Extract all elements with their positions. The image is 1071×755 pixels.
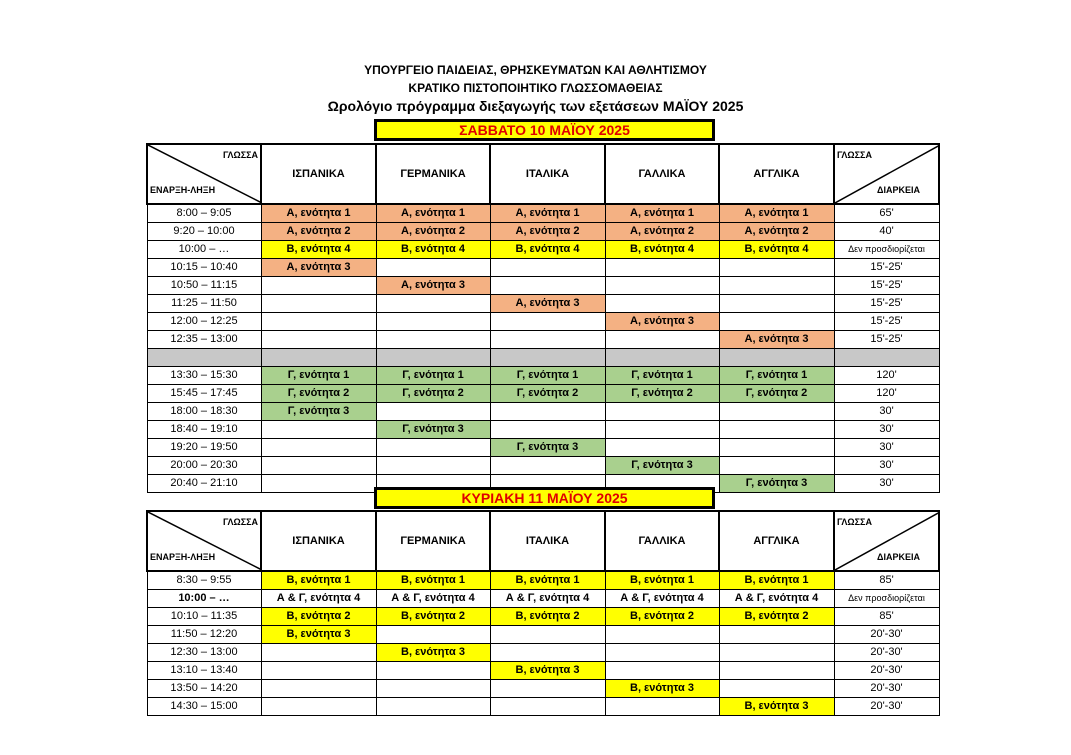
exam-cell: [376, 349, 490, 367]
exam-cell: Γ, ενότητα 2: [376, 385, 490, 403]
exam-cell: [605, 698, 719, 716]
duration-cell: 30': [834, 475, 939, 493]
duration-cell: 30': [834, 403, 939, 421]
exam-cell: Α, ενότητα 3: [605, 313, 719, 331]
table-row: [147, 698, 939, 716]
day-title-sunday: ΚΥΡΙΑΚΗ 11 ΜΑΪΟΥ 2025: [374, 487, 715, 509]
exam-cell: [605, 421, 719, 439]
duration-cell: 120': [834, 385, 939, 403]
exam-cell: Β, ενότητα 2: [261, 608, 376, 626]
table-row: [147, 295, 939, 313]
exam-cell: [261, 698, 376, 716]
language-header: ΙΤΑΛΙΚΑ: [490, 144, 605, 204]
duration-cell: 15'-25': [834, 295, 939, 313]
exam-cell: [719, 457, 834, 475]
exam-cell: Α, ενότητα 2: [605, 223, 719, 241]
exam-cell: Β, ενότητα 2: [719, 608, 834, 626]
exam-cell: Β, ενότητα 1: [719, 571, 834, 590]
duration-cell: 20'-30': [834, 662, 939, 680]
exam-cell: [719, 662, 834, 680]
duration-cell: 20'-30': [834, 644, 939, 662]
table-row: [147, 457, 939, 475]
time-cell: 9:20 – 10:00: [147, 223, 261, 241]
time-cell: 8:30 – 9:55: [147, 571, 261, 590]
table-row: [147, 223, 939, 241]
time-cell: 20:00 – 20:30: [147, 457, 261, 475]
exam-cell: [261, 644, 376, 662]
exam-cell: Γ, ενότητα 2: [605, 385, 719, 403]
exam-cell: Γ, ενότητα 3: [490, 439, 605, 457]
duration-cell: 65': [834, 204, 939, 223]
time-cell: 14:30 – 15:00: [147, 698, 261, 716]
exam-cell: Α, ενότητα 2: [719, 223, 834, 241]
table-row: [147, 331, 939, 349]
exam-cell: [605, 349, 719, 367]
exam-cell: [490, 680, 605, 698]
table-row: [147, 277, 939, 295]
program-heading: ΚΡΑΤΙΚΟ ΠΙΣΤΟΠΟΙΗΤΙΚΟ ΓΛΩΣΣΟΜΑΘΕΙΑΣ: [408, 81, 663, 95]
exam-cell: Α & Γ, ενότητα 4: [605, 590, 719, 608]
time-cell: 19:20 – 19:50: [147, 439, 261, 457]
language-label: ΓΛΩΣΣΑ: [223, 517, 258, 527]
exam-cell: Α, ενότητα 1: [490, 204, 605, 223]
exam-cell: [376, 698, 490, 716]
language-header: ΓΕΡΜΑΝΙΚΑ: [376, 511, 490, 571]
table-row: [147, 680, 939, 698]
time-cell: 8:00 – 9:05: [147, 204, 261, 223]
time-cell: 10:00 – …: [147, 241, 261, 259]
exam-cell: [490, 626, 605, 644]
exam-cell: [719, 680, 834, 698]
table-row: [147, 204, 939, 223]
exam-cell: Α, ενότητα 2: [261, 223, 376, 241]
exam-cell: Β, ενότητα 4: [490, 241, 605, 259]
exam-cell: [376, 662, 490, 680]
exam-cell: [490, 403, 605, 421]
duration-cell: Δεν προσδιορίζεται: [834, 241, 939, 259]
exam-cell: [719, 439, 834, 457]
duration-cell: 15'-25': [834, 331, 939, 349]
time-cell: 13:50 – 14:20: [147, 680, 261, 698]
exam-cell: [719, 644, 834, 662]
exam-cell: Α, ενότητα 3: [490, 295, 605, 313]
time-cell: 12:30 – 13:00: [147, 644, 261, 662]
duration-cell: Δεν προσδιορίζεται: [834, 590, 939, 608]
exam-cell: [719, 349, 834, 367]
day-title-saturday: ΣΑΒΒΑΤΟ 10 ΜΑΪΟΥ 2025: [374, 119, 715, 141]
exam-cell: Β, ενότητα 3: [261, 626, 376, 644]
corner-header-left: [147, 144, 261, 204]
exam-cell: Β, ενότητα 1: [490, 571, 605, 590]
schedule-title: Ωρολόγιο πρόγραμμα διεξαγωγής των εξετάσεων ΜΑΪΟΥ 2025: [327, 98, 744, 114]
exam-cell: [605, 403, 719, 421]
exam-cell: Α, ενότητα 3: [261, 259, 376, 277]
exam-cell: [261, 457, 376, 475]
exam-cell: [605, 331, 719, 349]
language-header: ΓΑΛΛΙΚΑ: [605, 511, 719, 571]
exam-cell: [376, 439, 490, 457]
duration-cell: 30': [834, 421, 939, 439]
exam-cell: [605, 439, 719, 457]
exam-cell: [376, 403, 490, 421]
exam-cell: Γ, ενότητα 3: [719, 475, 834, 493]
time-cell: 10:50 – 11:15: [147, 277, 261, 295]
exam-cell: Β, ενότητα 4: [261, 241, 376, 259]
duration-cell: 20'-30': [834, 698, 939, 716]
exam-cell: [490, 349, 605, 367]
exam-cell: [719, 313, 834, 331]
time-cell: 11:25 – 11:50: [147, 295, 261, 313]
exam-cell: Β, ενότητα 4: [605, 241, 719, 259]
exam-cell: [376, 457, 490, 475]
duration-cell: 85': [834, 571, 939, 590]
exam-cell: Β, ενότητα 1: [261, 571, 376, 590]
duration-cell: 15'-25': [834, 277, 939, 295]
exam-cell: Α, ενότητα 1: [605, 204, 719, 223]
table-row: [147, 608, 939, 626]
time-cell: 13:30 – 15:30: [147, 367, 261, 385]
table-row: [147, 590, 939, 608]
exam-cell: Α, ενότητα 2: [376, 223, 490, 241]
time-cell: 12:00 – 12:25: [147, 313, 261, 331]
exam-cell: [376, 313, 490, 331]
exam-cell: [719, 259, 834, 277]
time-cell: 13:10 – 13:40: [147, 662, 261, 680]
language-label: ΓΛΩΣΣΑ: [837, 150, 872, 160]
exam-cell: Β, ενότητα 3: [490, 662, 605, 680]
exam-cell: [605, 644, 719, 662]
exam-cell: [719, 421, 834, 439]
language-header: ΙΣΠΑΝΙΚΑ: [261, 144, 376, 204]
exam-cell: [719, 295, 834, 313]
time-cell: 18:40 – 19:10: [147, 421, 261, 439]
table-row: [147, 367, 939, 385]
schedule-table-saturday: [146, 143, 940, 493]
exam-cell: [605, 259, 719, 277]
language-header: ΓΕΡΜΑΝΙΚΑ: [376, 144, 490, 204]
exam-cell: [605, 662, 719, 680]
exam-cell: [376, 259, 490, 277]
time-cell: 12:35 – 13:00: [147, 331, 261, 349]
duration-label: ΔΙΑΡΚΕΙΑ: [877, 185, 920, 195]
exam-cell: [376, 331, 490, 349]
exam-cell: Α & Γ, ενότητα 4: [376, 590, 490, 608]
exam-cell: Γ, ενότητα 2: [490, 385, 605, 403]
language-header: ΑΓΓΛΙΚΑ: [719, 144, 834, 204]
exam-cell: Β, ενότητα 2: [376, 608, 490, 626]
exam-cell: [605, 626, 719, 644]
time-cell: 11:50 – 12:20: [147, 626, 261, 644]
exam-cell: [719, 277, 834, 295]
table-row: [147, 626, 939, 644]
exam-cell: [261, 662, 376, 680]
exam-cell: [261, 439, 376, 457]
exam-cell: [490, 277, 605, 295]
table-row: [147, 421, 939, 439]
exam-cell: Β, ενότητα 1: [376, 571, 490, 590]
exam-cell: Β, ενότητα 3: [376, 644, 490, 662]
exam-cell: [261, 313, 376, 331]
exam-cell: Α, ενότητα 3: [376, 277, 490, 295]
exam-cell: Γ, ενότητα 1: [490, 367, 605, 385]
exam-cell: Γ, ενότητα 2: [719, 385, 834, 403]
start-end-label: ΕΝΑΡΞΗ-ΛΗΞΗ: [150, 552, 216, 562]
time-cell: 10:00 – …: [147, 590, 261, 608]
language-header: ΑΓΓΛΙΚΑ: [719, 511, 834, 571]
language-header: ΙΤΑΛΙΚΑ: [490, 511, 605, 571]
exam-cell: [261, 475, 376, 493]
corner-header-left: [147, 511, 261, 571]
exam-cell: Γ, ενότητα 1: [261, 367, 376, 385]
exam-cell: Γ, ενότητα 3: [376, 421, 490, 439]
duration-cell: [834, 349, 939, 367]
duration-cell: 15'-25': [834, 259, 939, 277]
table-row: [147, 349, 939, 367]
exam-cell: [490, 313, 605, 331]
exam-cell: Β, ενότητα 2: [605, 608, 719, 626]
exam-cell: [261, 295, 376, 313]
exam-cell: Α, ενότητα 1: [261, 204, 376, 223]
schedule-table-sunday: [146, 510, 940, 716]
exam-cell: Β, ενότητα 3: [605, 680, 719, 698]
exam-cell: Γ, ενότητα 1: [605, 367, 719, 385]
exam-cell: [605, 277, 719, 295]
exam-cell: Α, ενότητα 2: [490, 223, 605, 241]
exam-cell: [376, 295, 490, 313]
exam-cell: [261, 349, 376, 367]
exam-cell: Β, ενότητα 3: [719, 698, 834, 716]
exam-cell: Α, ενότητα 1: [376, 204, 490, 223]
duration-label: ΔΙΑΡΚΕΙΑ: [877, 552, 920, 562]
table-row: [147, 439, 939, 457]
exam-cell: Β, ενότητα 2: [490, 608, 605, 626]
exam-cell: Γ, ενότητα 1: [719, 367, 834, 385]
duration-cell: 30': [834, 439, 939, 457]
header-row: [147, 144, 939, 204]
exam-cell: [490, 457, 605, 475]
duration-cell: 40': [834, 223, 939, 241]
exam-cell: Γ, ενότητα 1: [376, 367, 490, 385]
exam-cell: [376, 626, 490, 644]
exam-cell: [490, 421, 605, 439]
duration-cell: 15'-25': [834, 313, 939, 331]
exam-cell: [490, 259, 605, 277]
ministry-heading: ΥΠΟΥΡΓΕΙΟ ΠΑΙΔΕΙΑΣ, ΘΡΗΣΚΕΥΜΑΤΩΝ ΚΑΙ ΑΘΛΗΤΙΣΜΟΥ: [364, 63, 707, 77]
duration-cell: 120': [834, 367, 939, 385]
corner-header-right: [834, 144, 939, 204]
exam-cell: Α & Γ, ενότητα 4: [719, 590, 834, 608]
exam-cell: Γ, ενότητα 3: [261, 403, 376, 421]
table-row: [147, 644, 939, 662]
exam-cell: [490, 698, 605, 716]
table-row: [147, 403, 939, 421]
table-row: [147, 571, 939, 590]
exam-cell: [261, 421, 376, 439]
time-cell: 10:15 – 10:40: [147, 259, 261, 277]
exam-cell: [261, 331, 376, 349]
exam-cell: Γ, ενότητα 3: [605, 457, 719, 475]
time-cell: 18:00 – 18:30: [147, 403, 261, 421]
exam-cell: Β, ενότητα 4: [376, 241, 490, 259]
language-label: ΓΛΩΣΣΑ: [223, 150, 258, 160]
exam-cell: Α, ενότητα 3: [719, 331, 834, 349]
time-cell: 20:40 – 21:10: [147, 475, 261, 493]
exam-cell: [490, 644, 605, 662]
time-cell: 10:10 – 11:35: [147, 608, 261, 626]
header-row: [147, 511, 939, 571]
exam-cell: [261, 680, 376, 698]
exam-cell: [376, 680, 490, 698]
table-row: [147, 662, 939, 680]
time-cell: 15:45 – 17:45: [147, 385, 261, 403]
duration-cell: 20'-30': [834, 680, 939, 698]
exam-cell: [261, 277, 376, 295]
table-row: [147, 259, 939, 277]
language-label: ΓΛΩΣΣΑ: [837, 517, 872, 527]
exam-cell: [719, 626, 834, 644]
exam-cell: Β, ενότητα 4: [719, 241, 834, 259]
corner-header-right: [834, 511, 939, 571]
exam-cell: [605, 295, 719, 313]
exam-cell: Γ, ενότητα 2: [261, 385, 376, 403]
language-header: ΓΑΛΛΙΚΑ: [605, 144, 719, 204]
exam-cell: [490, 331, 605, 349]
table-row: [147, 241, 939, 259]
start-end-label: ΕΝΑΡΞΗ-ΛΗΞΗ: [150, 185, 216, 195]
exam-cell: [719, 403, 834, 421]
duration-cell: 30': [834, 457, 939, 475]
duration-cell: 85': [834, 608, 939, 626]
exam-cell: Α & Γ, ενότητα 4: [490, 590, 605, 608]
table-row: [147, 385, 939, 403]
table-row: [147, 313, 939, 331]
exam-cell: Α & Γ, ενότητα 4: [261, 590, 376, 608]
exam-cell: Β, ενότητα 1: [605, 571, 719, 590]
duration-cell: 20'-30': [834, 626, 939, 644]
language-header: ΙΣΠΑΝΙΚΑ: [261, 511, 376, 571]
time-cell: [147, 349, 261, 367]
exam-cell: Α, ενότητα 1: [719, 204, 834, 223]
